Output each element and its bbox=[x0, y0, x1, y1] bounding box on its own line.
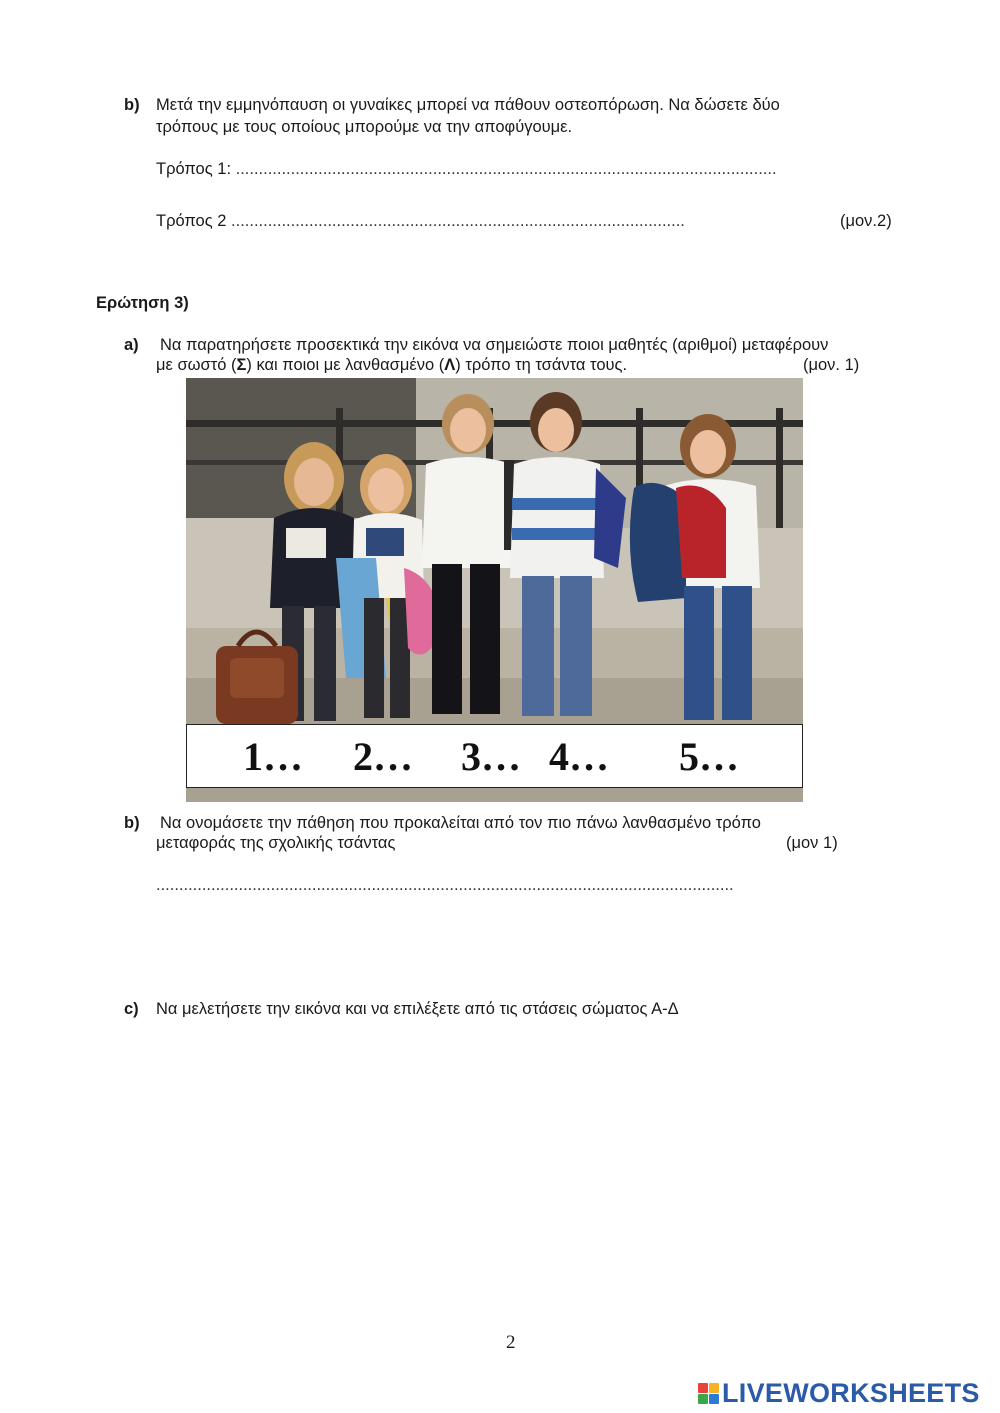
student-number-2[interactable]: 2… bbox=[353, 734, 413, 779]
q3a-line2-pre: με σωστό ( bbox=[156, 356, 237, 374]
student-numbers-box bbox=[186, 724, 803, 788]
question-3b-answer-dots[interactable]: .............................................................................................................................. bbox=[156, 876, 734, 894]
question-3a-text-line2 bbox=[156, 356, 627, 375]
question-2b-label: b) bbox=[124, 96, 140, 114]
answer-way-1 bbox=[156, 160, 777, 179]
student-number-5[interactable]: 5… bbox=[679, 734, 739, 779]
q3a-correct-symbol: Σ bbox=[236, 356, 247, 374]
q3a-line2-post: ) τρόπο τη τσάντα τους. bbox=[455, 356, 628, 374]
page-number: 2 bbox=[506, 1332, 516, 1353]
liveworksheets-logo-icon bbox=[698, 1383, 719, 1404]
question-3a-label: a) bbox=[124, 336, 139, 354]
question-3c-text: Να μελετήσετε την εικόνα και να επιλέξετε από τις στάσεις σώματος Α-Δ bbox=[156, 1000, 679, 1018]
liveworksheets-logo[interactable] bbox=[698, 1378, 980, 1409]
way-2-points: (μον.2) bbox=[840, 212, 892, 230]
way-1-answer-dots[interactable]: ...................................................................................................................... bbox=[235, 160, 777, 178]
way-2-label: Τρόπος 2 bbox=[156, 212, 232, 230]
question-3a-points: (μον. 1) bbox=[803, 356, 860, 374]
question-3c-label: c) bbox=[124, 1000, 139, 1018]
way-2-answer-dots[interactable]: ................................................................................................... bbox=[231, 212, 685, 230]
answer-way-2 bbox=[156, 212, 685, 231]
question-3b-text-line1: Να ονομάσετε την πάθηση που προκαλείται από τον πιο πάνω λανθασμένο τρόπο bbox=[160, 814, 761, 832]
liveworksheets-logo-text: LIVEWORKSHEETS bbox=[722, 1378, 980, 1408]
question-3-heading: Ερώτηση 3) bbox=[96, 294, 189, 312]
question-2b-text-line2: τρόπους με τους οποίους μπορούμε να την αποφύγουμε. bbox=[156, 118, 573, 136]
question-3a-text-line1: Να παρατηρήσετε προσεκτικά την εικόνα να σημειώστε ποιοι μαθητές (αριθμοί) μεταφέρουν bbox=[160, 336, 829, 354]
way-1-label: Τρόπος 1: bbox=[156, 160, 236, 178]
q3a-line2-mid: ) και ποιοι με λανθασμένο ( bbox=[246, 356, 445, 374]
question-3b-text-line2: μεταφοράς της σχολικής τσάντας bbox=[156, 834, 396, 852]
question-2b-text-line1: Μετά την εμμηνόπαυση οι γυναίκες μπορεί να πάθουν οστεοπόρωση. Να δώσετε δύο bbox=[156, 96, 780, 114]
student-number-4[interactable]: 4… bbox=[549, 734, 609, 779]
question-3b-points: (μον 1) bbox=[786, 834, 838, 852]
student-number-3[interactable]: 3… bbox=[461, 734, 521, 779]
q3a-wrong-symbol: Λ bbox=[444, 356, 456, 374]
student-number-1[interactable]: 1… bbox=[243, 734, 303, 779]
question-3b-label: b) bbox=[124, 814, 140, 832]
